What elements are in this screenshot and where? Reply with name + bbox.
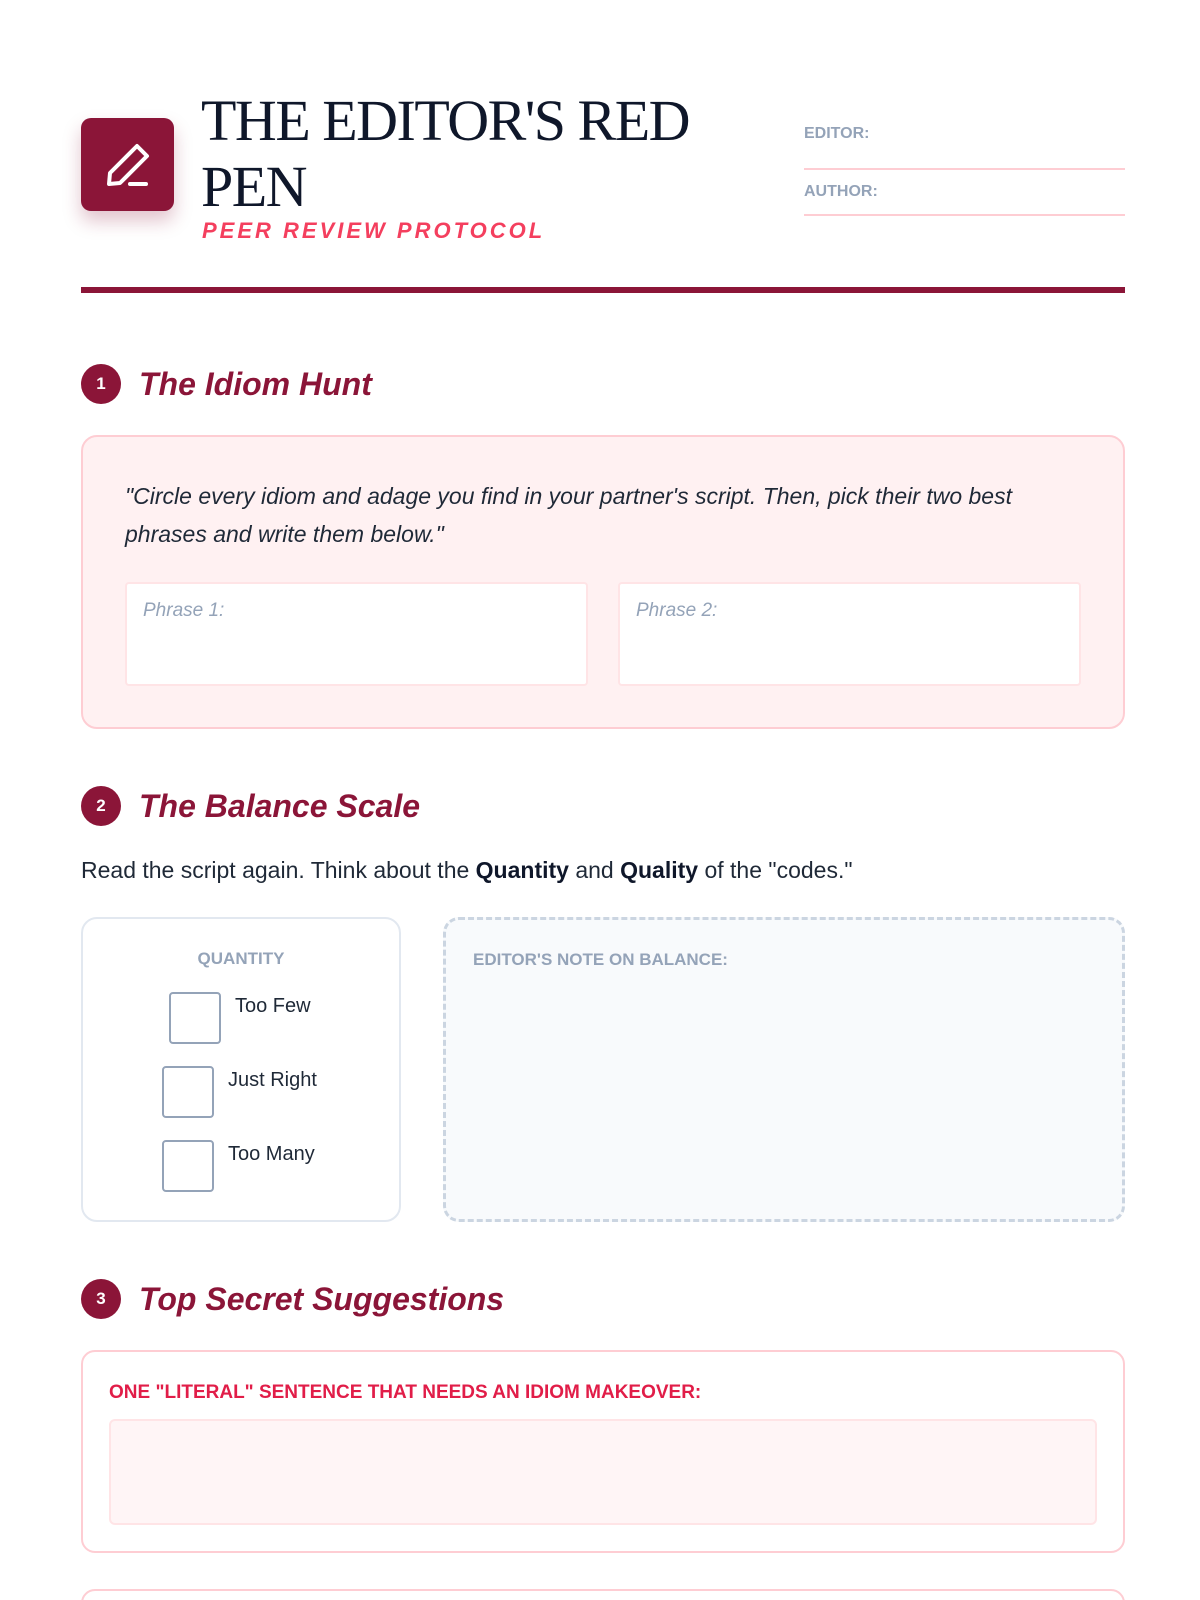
idiom-hunt-card [81, 435, 1125, 729]
worksheet-header [81, 88, 1125, 248]
section-2-heading [81, 785, 420, 827]
section-1-heading [81, 363, 372, 405]
section-number-badge: 2 [81, 786, 121, 826]
editor-field[interactable] [804, 124, 1125, 170]
option-label: Too Few [235, 995, 311, 1017]
header-divider [81, 287, 1125, 293]
checkbox[interactable] [169, 992, 221, 1044]
quantity-label: QUANTITY [197, 949, 285, 968]
pen-icon [100, 137, 156, 193]
section-title: The Balance Scale [139, 787, 421, 824]
literal-sentence-label: ONE "LITERAL" SENTENCE THAT NEEDS AN IDIOM MAKEOVER: [109, 1382, 702, 1403]
section-title: Top Secret Suggestions [139, 1280, 505, 1317]
intro-quality: Quality [620, 857, 699, 883]
option-label: Too Many [228, 1143, 315, 1165]
phrase-2-label: Phrase 2: [636, 600, 718, 621]
intro-text: of the "codes." [698, 857, 853, 883]
option-too-many[interactable] [162, 1140, 315, 1192]
phrase-1-field[interactable] [125, 582, 588, 686]
quantity-card [81, 917, 401, 1222]
page-title: THE EDITOR'S RED PEN [201, 88, 690, 219]
logo-badge [81, 118, 174, 211]
peer-review-worksheet [81, 0, 1125, 1600]
meta-fields [804, 124, 1125, 216]
checkbox[interactable] [162, 1140, 214, 1192]
balance-scale-intro [81, 857, 853, 884]
intro-quantity: Quantity [475, 857, 569, 883]
phrase-2-field[interactable] [618, 582, 1081, 686]
option-too-few[interactable] [169, 992, 311, 1044]
author-field[interactable] [804, 170, 1125, 216]
editor-note-label: EDITOR'S NOTE ON BALANCE: [473, 950, 728, 969]
author-label: AUTHOR: [804, 183, 878, 200]
next-card [81, 1589, 1125, 1600]
editor-label: EDITOR: [804, 125, 870, 142]
option-just-right[interactable] [162, 1066, 317, 1118]
section-title: The Idiom Hunt [139, 365, 372, 402]
section-number-badge: 1 [81, 364, 121, 404]
intro-text: Read the script again. Think about the [81, 857, 476, 883]
editor-note-field[interactable] [443, 917, 1125, 1222]
intro-text: and [568, 857, 621, 883]
literal-sentence-card [81, 1350, 1125, 1553]
idiom-hunt-instruction: "Circle every idiom and adage you find in your partner's script. Then, pick their two best phrases and write them below." [125, 483, 1012, 547]
page-subtitle: PEER REVIEW PROTOCOL [202, 218, 546, 243]
literal-sentence-field[interactable] [109, 1419, 1097, 1525]
checkbox[interactable] [162, 1066, 214, 1118]
phrase-1-label: Phrase 1: [143, 600, 225, 621]
option-label: Just Right [228, 1069, 317, 1091]
section-3-heading [81, 1278, 504, 1320]
section-number-badge: 3 [81, 1279, 121, 1319]
